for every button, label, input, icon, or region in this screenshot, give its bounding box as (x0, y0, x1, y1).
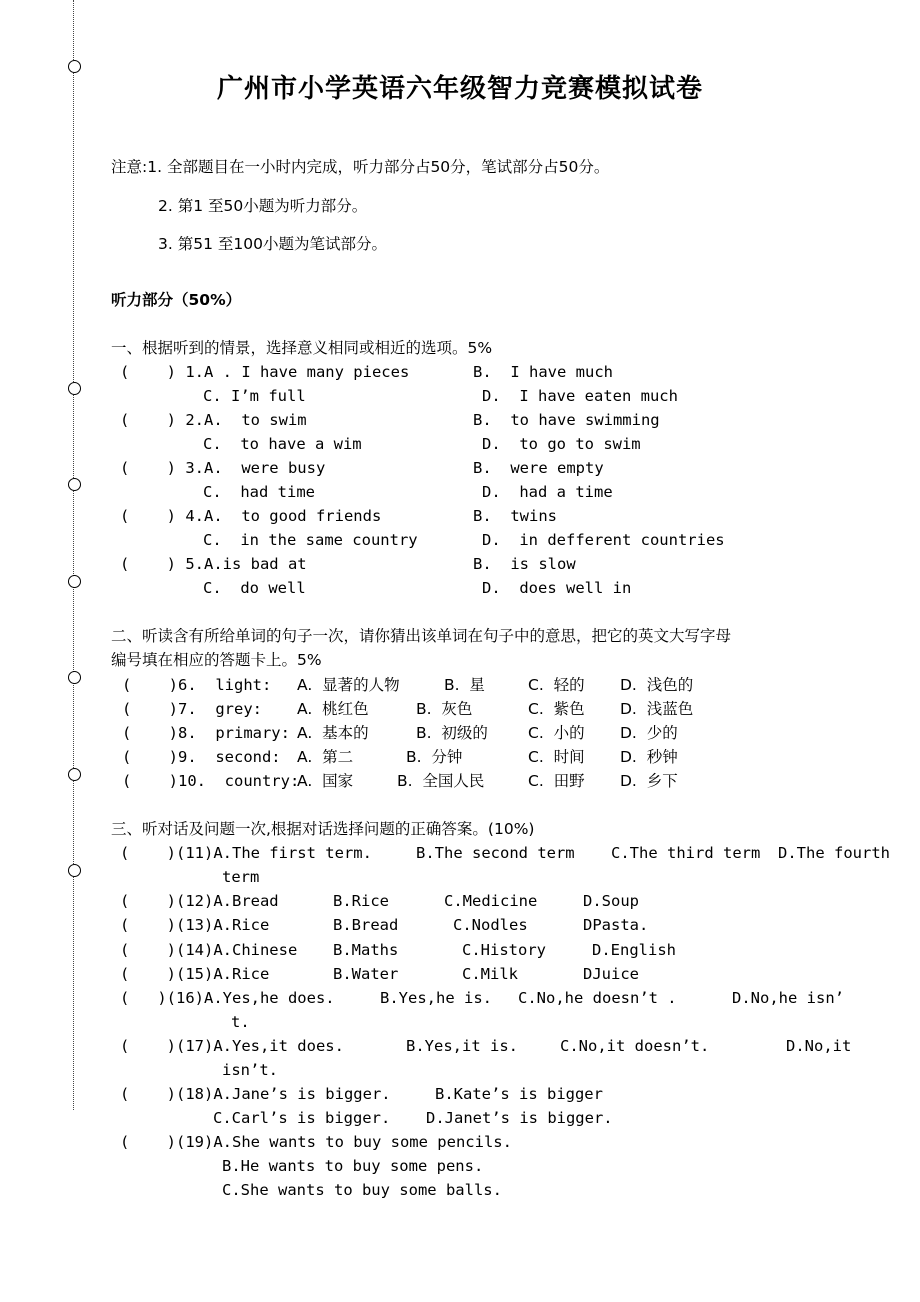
binding-hole (68, 768, 81, 781)
question-stem: ( )6. light: (122, 676, 272, 694)
binding-hole (68, 575, 81, 588)
part2-heading: 二、听读含有所给单词的句子一次，请你猜出该单词在句子中的意思，把它的英文大写字母 (111, 627, 732, 645)
option-continuation: isn’t. (222, 1061, 278, 1079)
option-a: A. 桃红色 (297, 700, 369, 718)
option-c: C. I’m full (203, 387, 306, 405)
option-b: B.The second term (416, 844, 575, 862)
question-stem: ( ) 4.A. to good friends (120, 507, 382, 525)
question-stem: ( )(16)A.Yes,he does. (120, 989, 335, 1007)
question-stem: ( )9. second: (122, 748, 281, 766)
question-stem: ( )8. primary: (122, 724, 290, 742)
question-stem: ( ) 2.A. to swim (120, 411, 307, 429)
option-b: B. 分钟 (406, 748, 463, 766)
option-a: A. 显著的人物 (297, 676, 400, 694)
option-b: B. to have swimming (473, 411, 660, 429)
option-b: B. 灰色 (416, 700, 473, 718)
option-b: B. 初级的 (416, 724, 488, 742)
option-continuation: t. (231, 1013, 250, 1031)
option-d: D. does well in (482, 579, 632, 597)
option-d: D.Soup (583, 892, 639, 910)
option-c: C.No,it doesn’t. (560, 1037, 710, 1055)
option-continuation: term (222, 868, 260, 886)
option-d: D.The fourth (778, 844, 890, 862)
question-stem: ( )(13)A.Rice (120, 916, 270, 934)
option-b: B.Maths (333, 941, 399, 959)
option-d: D.No,he isn’ (732, 989, 844, 1007)
question-stem: ( )(14)A.Chinese (120, 941, 298, 959)
option-d: D. 少的 (620, 724, 678, 742)
option-b: B. twins (473, 507, 557, 525)
binding-hole (68, 864, 81, 877)
option-d: D.Janet’s is bigger. (426, 1109, 613, 1127)
option-d: DPasta. (583, 916, 649, 934)
option-c: C. 轻的 (528, 676, 585, 694)
option-b: B.Yes,it is. (406, 1037, 518, 1055)
option-c: C.Nodles (453, 916, 528, 934)
option-c: C. 田野 (528, 772, 585, 790)
note-1: 注意:1. 全部题目在一小时内完成，听力部分占50分，笔试部分占50分。 (111, 158, 610, 176)
option-c: C.Milk (462, 965, 518, 983)
option-c: C. 紫色 (528, 700, 585, 718)
binding-hole (68, 382, 81, 395)
option-d: D. to go to swim (482, 435, 641, 453)
binding-hole (68, 478, 81, 491)
option-d: D. I have eaten much (482, 387, 678, 405)
option-d: D.English (592, 941, 676, 959)
option-a: A. 基本的 (297, 724, 369, 742)
option-c: C.The third term (611, 844, 761, 862)
option-b: B. I have much (473, 363, 613, 381)
question-stem: ( )7. grey: (122, 700, 262, 718)
question-stem: ( )(12)A.Bread (120, 892, 279, 910)
section-header: 听力部分（50%） (111, 291, 242, 309)
option-b: B. 全国人民 (397, 772, 485, 790)
option-c: C. to have a wim (203, 435, 362, 453)
option-a: A. 第二 (297, 748, 354, 766)
option-c: C. do well (203, 579, 306, 597)
option-b: B.Kate’s is bigger (435, 1085, 603, 1103)
question-stem: ( )(19)A.She wants to buy some pencils. (120, 1133, 512, 1151)
question-stem: ( )(18)A.Jane’s is bigger. (120, 1085, 391, 1103)
binding-hole (68, 671, 81, 684)
option-c: C.She wants to buy some balls. (222, 1181, 502, 1199)
question-stem: ( )(11)A.The first term. (120, 844, 372, 862)
option-b: B.Water (333, 965, 399, 983)
option-d: DJuice (583, 965, 639, 983)
option-d: D. 秒钟 (620, 748, 678, 766)
option-d: D.No,it (786, 1037, 852, 1055)
option-b: B. were empty (473, 459, 604, 477)
option-b: B.Rice (333, 892, 389, 910)
option-d: D. in defferent countries (482, 531, 725, 549)
option-c: C.Medicine (444, 892, 538, 910)
question-stem: ( )(15)A.Rice (120, 965, 270, 983)
question-stem: ( ) 1.A . I have many pieces (120, 363, 410, 381)
option-c: C.No,he doesn’t . (518, 989, 677, 1007)
option-b: B.Yes,he is. (380, 989, 492, 1007)
option-a: A. 国家 (297, 772, 354, 790)
note-3: 3. 第51 至100小题为笔试部分。 (158, 235, 387, 253)
option-c: C. 小的 (528, 724, 585, 742)
part3-heading: 三、听对话及问题一次,根据对话选择问题的正确答案。(10%) (111, 820, 535, 838)
option-b: B. is slow (473, 555, 576, 573)
question-stem: ( )10. country: (122, 772, 300, 790)
binding-margin (73, 0, 80, 1110)
option-c: C. in the same country (203, 531, 418, 549)
option-c: C.History (462, 941, 546, 959)
note-2: 2. 第1 至50小题为听力部分。 (158, 197, 368, 215)
question-stem: ( ) 3.A. were busy (120, 459, 326, 477)
option-c: C.Carl’s is bigger. (213, 1109, 391, 1127)
page-title: 广州市小学英语六年级智力竞赛模拟试卷 (216, 74, 703, 104)
option-d: D. 浅色的 (620, 676, 694, 694)
option-d: D. had a time (482, 483, 613, 501)
option-d: D. 乡下 (620, 772, 678, 790)
option-c: C. had time (203, 483, 315, 501)
part1-heading: 一、根据听到的情景，选择意义相同或相近的选项。5% (111, 339, 493, 357)
option-b: B.Bread (333, 916, 399, 934)
question-stem: ( )(17)A.Yes,it does. (120, 1037, 344, 1055)
option-b: B. 星 (444, 676, 485, 694)
option-c: C. 时间 (528, 748, 585, 766)
question-stem: ( ) 5.A.is bad at (120, 555, 307, 573)
option-b: B.He wants to buy some pens. (222, 1157, 484, 1175)
option-d: D. 浅蓝色 (620, 700, 694, 718)
part2-heading-cont: 编号填在相应的答题卡上。5% (111, 651, 322, 669)
